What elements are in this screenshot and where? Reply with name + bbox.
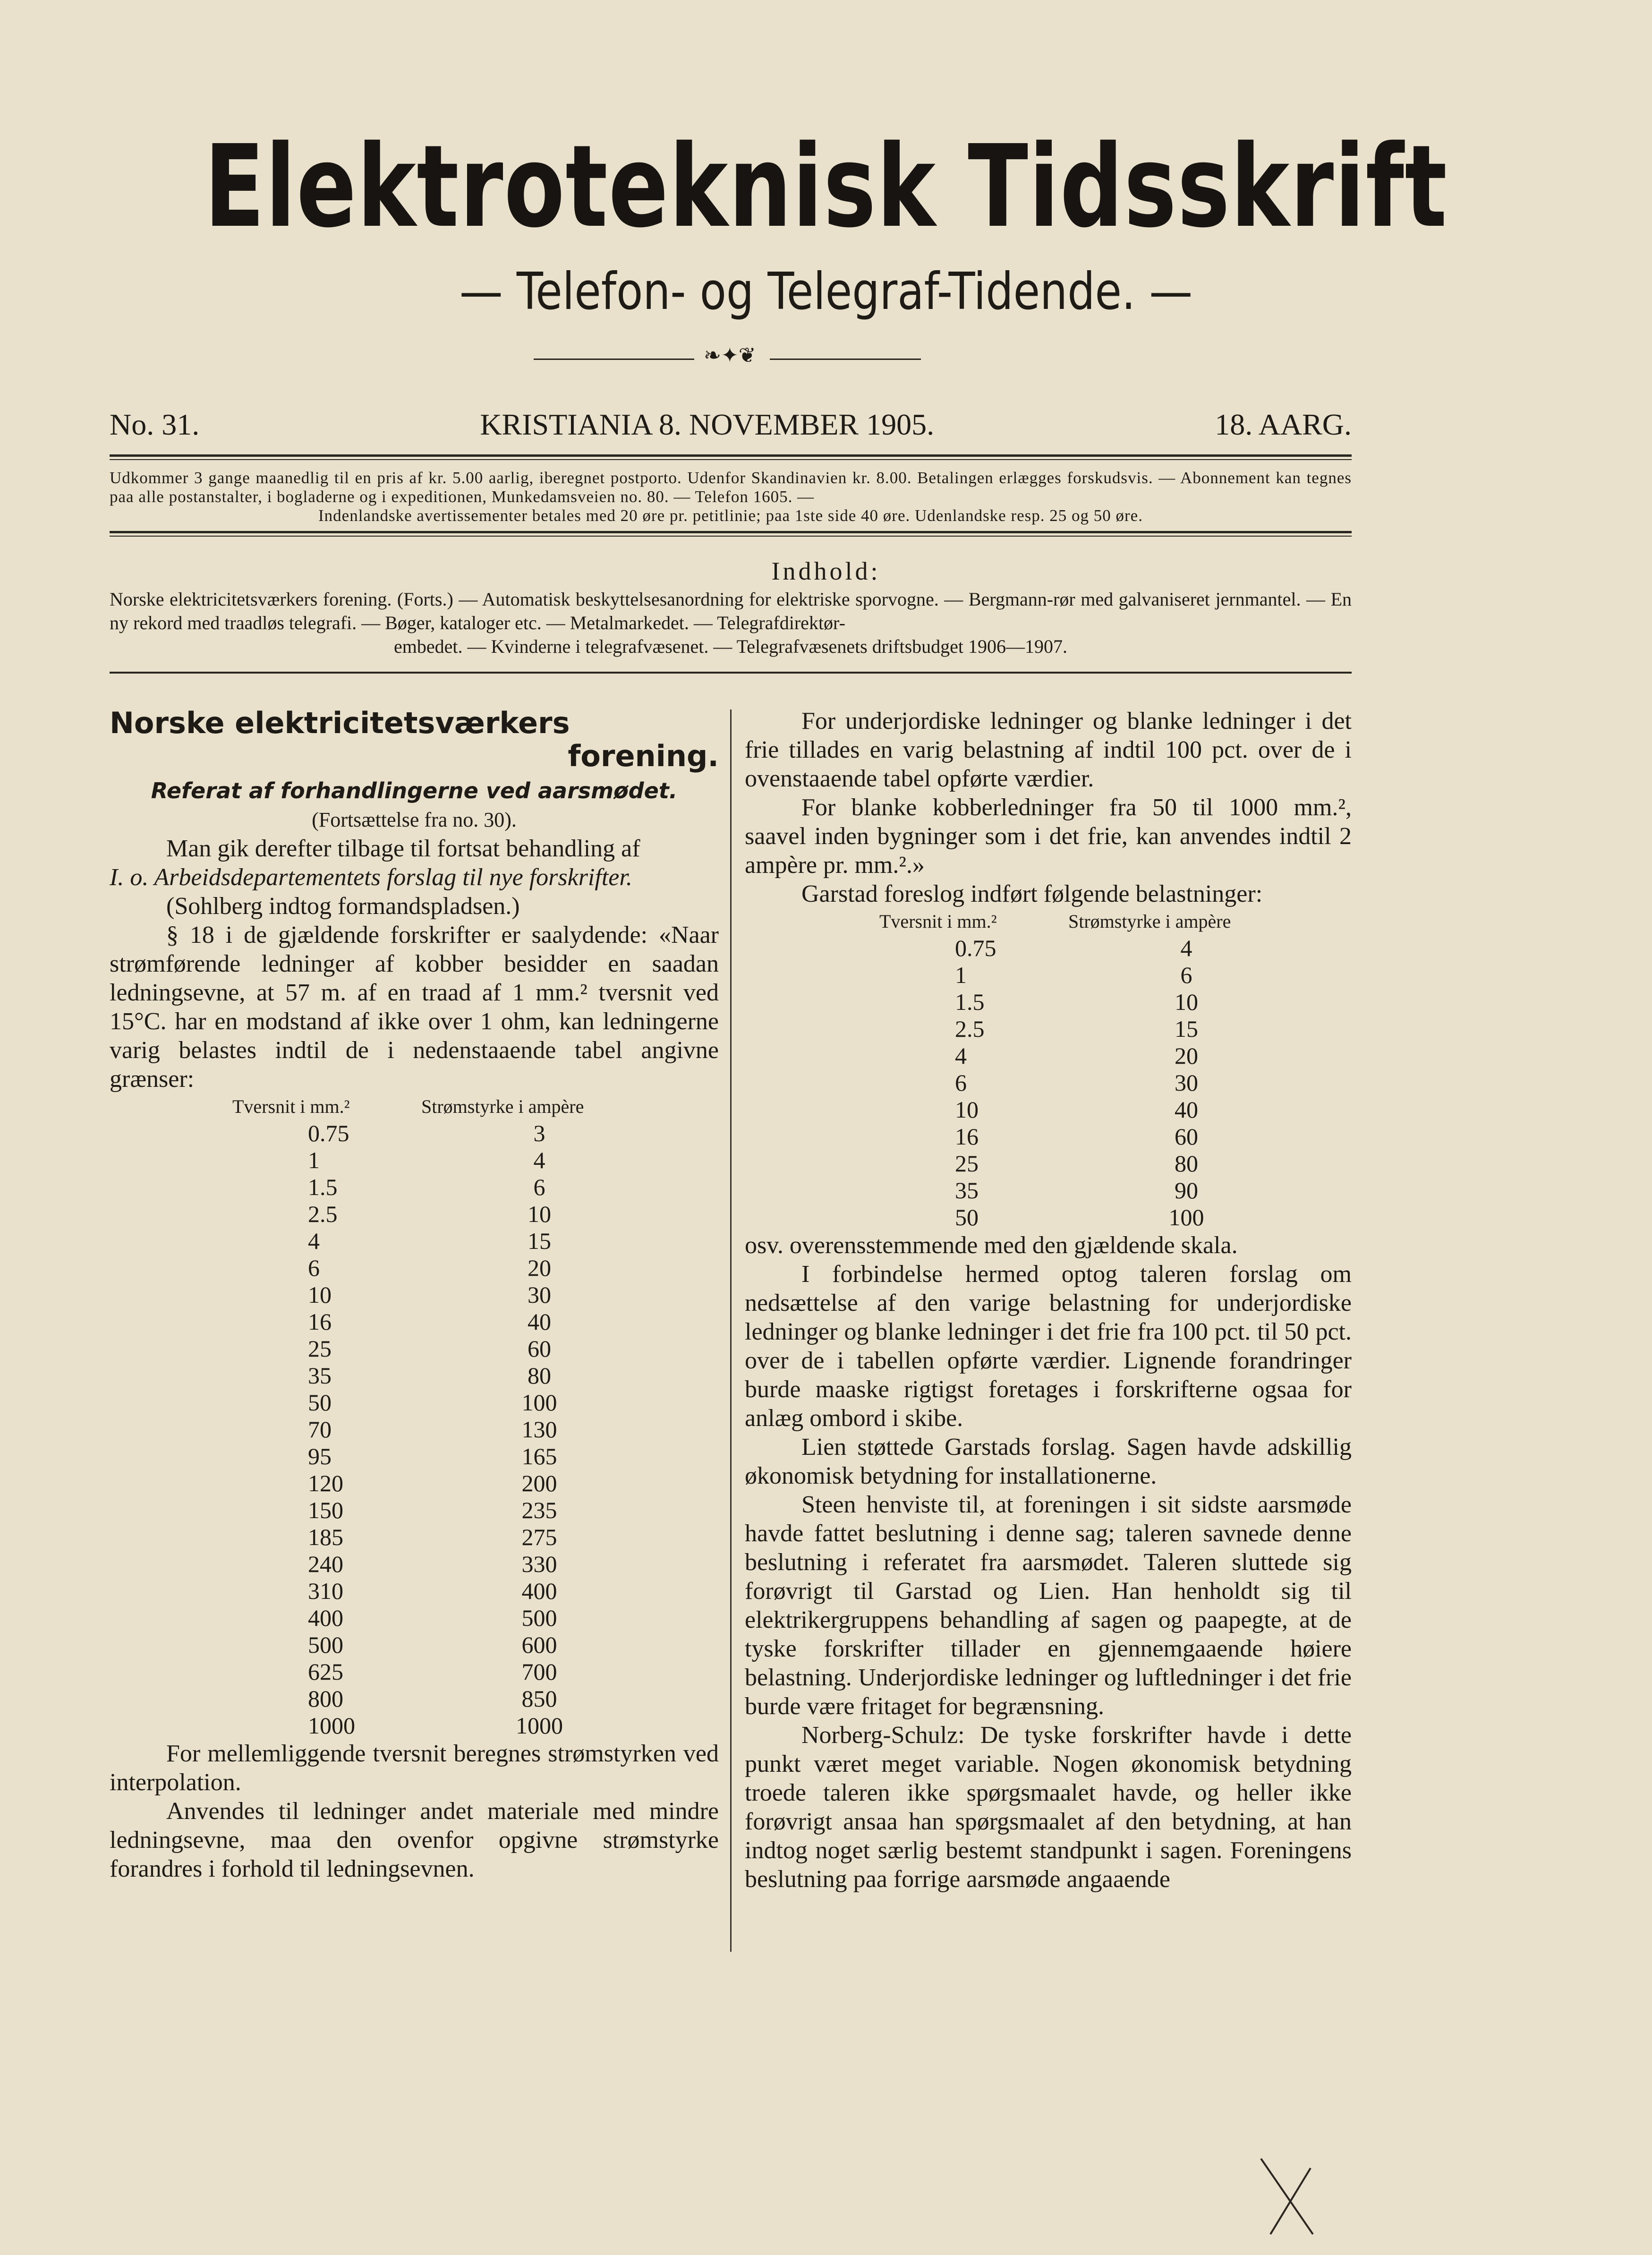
article-title-line2: forening. <box>568 739 719 773</box>
table-row <box>110 1658 719 1685</box>
subscription-notice <box>110 469 1352 525</box>
current-value: 600 <box>521 1631 557 1658</box>
rule-top-thin <box>110 459 1352 460</box>
right-para: I forbindelse hermed optog taleren forslag om nedsættelse af den varige belastning for underjordiske ledninger og blanke ledninger i det frie fra 100 pct. til 50 pct. over de i tabellen opførte værdier. Lignende forandringer burde maaske rigtigst foretages i forskrifterne ogsaa for anlæg ombord i skibe. <box>745 1261 1352 1432</box>
table-row <box>110 1497 719 1524</box>
current-value: 30 <box>1175 1069 1198 1096</box>
table-row <box>745 1069 1352 1096</box>
cross-section-value: 310 <box>308 1578 343 1604</box>
table2-header <box>745 908 1352 935</box>
current-value: 80 <box>528 1362 551 1389</box>
contents-list <box>110 588 1352 658</box>
table-row <box>745 1123 1352 1150</box>
table-row <box>110 1174 719 1201</box>
current-value: 15 <box>1175 1016 1198 1042</box>
right-para: Garstad foreslog indført følgende belastninger: <box>801 880 1263 907</box>
cross-section-value: 500 <box>308 1631 343 1658</box>
table-row <box>745 989 1352 1016</box>
table-row <box>110 1470 719 1497</box>
current-value: 275 <box>521 1524 557 1550</box>
masthead-title: Elektroteknisk Tidsskrift <box>204 120 1448 253</box>
left-para: (Sohlberg indtog formandspladsen.) <box>166 893 520 920</box>
cross-section-value: 25 <box>955 1150 979 1177</box>
cross-section-value: 6 <box>955 1069 967 1096</box>
cross-section-value: 1 <box>308 1147 320 1173</box>
current-value: 4 <box>1180 935 1192 961</box>
current-value: 90 <box>1175 1177 1198 1204</box>
current-value: 60 <box>528 1335 551 1362</box>
notice-line-1: Udkommer 3 gange maanedlig til en pris af kr. 5.00 aarlig, iberegnet postporto. Udenfor Skandinavien kr. 8.00. Betalingen erlægges forskudsvis. — Abonnement kan tegnes paa alle postanstalter, i bogladerne og i expeditionen, Munkedamsveien no. 80. — Telefon 1605. — <box>110 469 1352 506</box>
table-row <box>110 1255 719 1281</box>
table-row <box>745 1204 1352 1231</box>
table2-col1: Tversnit i mm.² <box>879 911 997 932</box>
current-value: 3 <box>533 1120 545 1146</box>
table1-col1: Tversnit i mm.² <box>232 1096 350 1117</box>
table2-col2: Strømstyrke i ampère <box>1068 911 1231 932</box>
left-para: § 18 i de gjældende forskrifter er saalydende: «Naar strømførende ledninger af kobber besidder en saadan ledningsevne, at 57 m. af en traad af 1 mm.² tversnit ved 15°C. har en modstand af ikke over 1 ohm, kan ledningerne varig belastes indtil de i nedenstaaende tabel angivne grænser: <box>110 922 719 1093</box>
cross-section-value: 50 <box>955 1204 979 1230</box>
table-row <box>110 1281 719 1308</box>
ornament-divider <box>534 344 921 367</box>
table-row <box>745 1016 1352 1042</box>
cross-section-value: 95 <box>308 1443 332 1469</box>
cross-section-value: 0.75 <box>955 935 996 961</box>
cross-section-value: 150 <box>308 1497 343 1523</box>
table-row <box>745 1150 1352 1177</box>
current-value: 10 <box>528 1201 551 1227</box>
cross-section-value: 1000 <box>308 1712 355 1739</box>
current-value: 10 <box>1175 989 1198 1015</box>
article-continuation: (Fortsættelse fra no. 30). <box>312 808 517 831</box>
table-row <box>110 1147 719 1174</box>
cross-section-value: 0.75 <box>308 1120 349 1146</box>
table-row <box>110 1228 719 1255</box>
right-para: osv. overensstemmende med den gjældende skala. <box>745 1232 1238 1259</box>
right-para: Steen henviste til, at foreningen i sit sidste aarsmøde havde fattet beslutning i denne sag; taleren savnede denne beslutning i referatet fra aarsmødet. Taleren sluttede sig forøvrigt til Garstad og Lien. Han henholdt sig til elektrikergruppens behandling af sagen og paapegte, at de tyske forskrifter tillader en gjennemgaaende høiere belastning. Underjordiske ledninger og luftledninger i det frie burde være fritaget for begrænsning. <box>745 1491 1352 1720</box>
pencil-cross-mark <box>1252 2154 1322 2239</box>
right-para: Norberg-Schulz: De tyske forskrifter havde i dette punkt været meget variable. Nogen økonomisk betydning troede taleren ikke spørgsmaalet havde, og heller ikke forøvrigt ansaa han spørgsmaalet af den betydning, at han indtog noget særlig bestemt standpunkt i sagen. Foreningens beslutning paa forrige aarsmøde angaaende <box>745 1722 1352 1893</box>
current-value: 100 <box>1168 1204 1204 1230</box>
cross-section-value: 4 <box>308 1228 320 1254</box>
table-row <box>110 1120 719 1147</box>
current-value: 6 <box>1180 962 1192 988</box>
current-value: 165 <box>521 1443 557 1469</box>
current-value: 100 <box>521 1389 557 1416</box>
table-row <box>110 1685 719 1712</box>
left-para: Anvendes til ledninger andet materiale med mindre ledningsevne, maa den ovenfor opgivne strømstyrke forandres i forhold til ledningsevnen. <box>110 1798 719 1882</box>
left-para: I. o. Arbeidsdepartementets forslag til nye forskrifter. <box>110 864 632 891</box>
current-value: 200 <box>521 1470 557 1496</box>
cross-section-value: 35 <box>308 1362 332 1389</box>
rule-contents <box>110 672 1352 674</box>
current-value: 4 <box>533 1147 545 1173</box>
current-value: 15 <box>528 1228 551 1254</box>
cross-section-value: 2.5 <box>955 1016 985 1042</box>
current-value: 130 <box>521 1416 557 1443</box>
contents-body: Norske elektricitetsværkers forening. (Forts.) — Automatisk beskyttelsesanordning for elektriske sporvogne. — Bergmann-rør med galvaniseret jernmantel. — En ny rekord med traadløs telegrafi. — Bøger, kataloger etc. — Metalmarkedet. — Telegrafdirektør- <box>110 589 1352 633</box>
current-value: 40 <box>1175 1096 1198 1123</box>
table-row <box>110 1551 719 1578</box>
table-row <box>110 1201 719 1228</box>
current-value: 330 <box>521 1551 557 1577</box>
table-row <box>110 1335 719 1362</box>
current-value: 60 <box>1175 1123 1198 1150</box>
cross-section-value: 50 <box>308 1389 332 1416</box>
table-row <box>110 1416 719 1443</box>
article-title <box>110 707 719 773</box>
issue-line <box>110 407 1352 442</box>
current-value: 500 <box>521 1605 557 1631</box>
left-para: For mellemliggende tversnit beregnes strømstyrken ved interpolation. <box>110 1740 719 1796</box>
table1-header <box>110 1093 719 1120</box>
column-separator <box>730 709 732 1952</box>
table1-col2: Strømstyrke i ampère <box>421 1096 584 1117</box>
table1 <box>110 1120 719 1739</box>
left-column <box>110 707 719 1883</box>
table-row <box>110 1712 719 1739</box>
cross-section-value: 4 <box>955 1042 967 1069</box>
current-value: 1000 <box>516 1712 563 1739</box>
table-row <box>110 1443 719 1470</box>
table-row <box>110 1308 719 1335</box>
notice-line-2: Indenlandske avertissementer betales med 20 øre pr. petitlinie; paa 1ste side 40 øre. Udenlandske resp. 25 og 50 øre. <box>318 506 1143 525</box>
rule-mid-thin <box>110 536 1352 537</box>
current-value: 40 <box>528 1308 551 1335</box>
current-value: 850 <box>521 1685 557 1712</box>
cross-section-value: 1 <box>955 962 967 988</box>
current-value: 6 <box>533 1174 545 1200</box>
right-para: For underjordiske ledninger og blanke ledninger i det frie tillades en varig belastning af indtil 100 pct. over de i ovenstaaende tabel opførte værdier. <box>745 708 1352 792</box>
table-row <box>745 1042 1352 1069</box>
article-subtitle: Referat af forhandlingerne ved aarsmødet. <box>151 778 678 803</box>
cross-section-value: 120 <box>308 1470 343 1496</box>
cross-section-value: 1.5 <box>308 1174 338 1200</box>
cross-section-value: 35 <box>955 1177 979 1204</box>
current-value: 30 <box>528 1281 551 1308</box>
current-value: 235 <box>521 1497 557 1523</box>
cross-section-value: 16 <box>308 1308 332 1335</box>
cross-section-value: 800 <box>308 1685 343 1712</box>
contents-body-last: embedet. — Kvinderne i telegrafvæsenet. — Telegrafvæsenets driftsbudget 1906—1907. <box>393 636 1068 657</box>
current-value: 20 <box>528 1255 551 1281</box>
table-row <box>110 1605 719 1631</box>
table-row <box>110 1389 719 1416</box>
current-value: 400 <box>521 1578 557 1604</box>
table-row <box>745 1096 1352 1123</box>
cross-section-value: 6 <box>308 1255 320 1281</box>
cross-section-value: 10 <box>308 1281 332 1308</box>
left-para: Man gik derefter tilbage til fortsat behandling af <box>166 835 640 862</box>
cross-section-value: 400 <box>308 1605 343 1631</box>
contents-heading: Indhold: <box>771 557 881 585</box>
article-title-line1: Norske elektricitetsværkers <box>110 706 570 740</box>
issue-number: No. 31. <box>110 408 200 441</box>
rule-top <box>110 454 1352 457</box>
cross-section-value: 625 <box>308 1658 343 1685</box>
cross-section-value: 2.5 <box>308 1201 338 1227</box>
volume: 18. AARG. <box>1215 408 1352 441</box>
right-column <box>745 707 1352 1894</box>
table-row <box>745 962 1352 989</box>
table2 <box>745 935 1352 1231</box>
table-row <box>110 1524 719 1551</box>
table-row <box>110 1362 719 1389</box>
rule-mid <box>110 531 1352 533</box>
cross-section-value: 1.5 <box>955 989 985 1015</box>
current-value: 700 <box>521 1658 557 1685</box>
right-para: Lien støttede Garstads forslag. Sagen havde adskillig økonomisk betydning for installationerne. <box>745 1434 1352 1489</box>
place-date: KRISTIANIA 8. NOVEMBER 1905. <box>480 408 935 441</box>
cross-section-value: 70 <box>308 1416 332 1443</box>
cross-section-value: 16 <box>955 1123 979 1150</box>
ornament-icon: ❧✦❦ <box>704 344 756 367</box>
cross-section-value: 240 <box>308 1551 343 1577</box>
table-row <box>110 1578 719 1605</box>
cross-section-value: 185 <box>308 1524 343 1550</box>
cross-section-value: 10 <box>955 1096 979 1123</box>
current-value: 80 <box>1175 1150 1198 1177</box>
masthead-subtitle: — Telefon- og Telegraf-Tidende. — <box>459 262 1193 321</box>
right-para: For blanke kobberledninger fra 50 til 1000 mm.², saavel inden bygninger som i det frie, kan anvendes indtil 2 ampère pr. mm.².» <box>745 794 1352 879</box>
table-row <box>745 1177 1352 1204</box>
cross-section-value: 25 <box>308 1335 332 1362</box>
table-row <box>110 1631 719 1658</box>
table-row <box>745 935 1352 962</box>
current-value: 20 <box>1175 1042 1198 1069</box>
